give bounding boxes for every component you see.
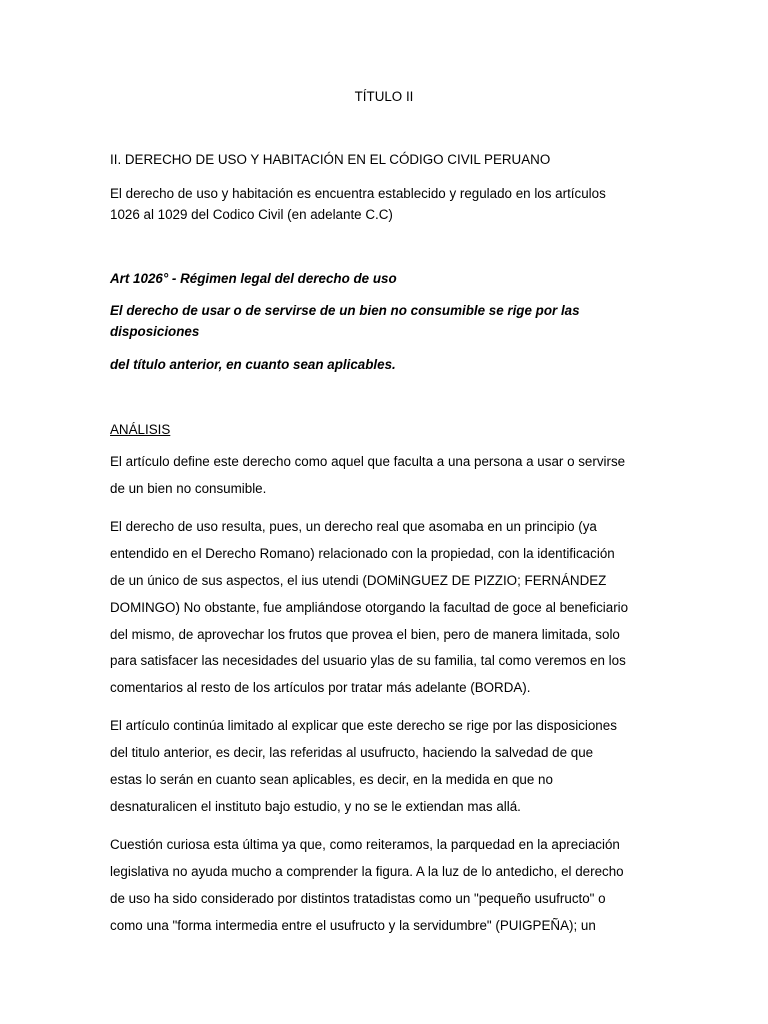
analysis-heading: ANÁLISIS	[110, 422, 171, 437]
paragraph-line: El artículo define este derecho como aquel que faculta a una persona a usar o servirse	[110, 454, 626, 469]
page-title: TÍTULO II	[354, 89, 414, 104]
paragraph-line: entendido en el Derecho Romano) relacionado con la propiedad, con la identificación	[110, 546, 615, 561]
intro-line: 1026 al 1029 del Codico Civil (en adelante C.C)	[110, 207, 393, 222]
paragraph-line: legislativa no ayuda mucho a comprender la figura. A la luz de lo antedicho, el derecho	[110, 864, 624, 879]
article-text-line: El derecho de usar o de servirse de un bien no consumible se rige por las	[110, 303, 580, 318]
paragraph-line: de uso ha sido considerado por distintos tratadistas como un "pequeño usufructo" o	[110, 891, 606, 906]
paragraph-line: del mismo, de aprovechar los frutos que provea el bien, pero de manera limitada, solo	[110, 627, 620, 642]
article-text-line: del título anterior, en cuanto sean aplicables.	[110, 357, 396, 372]
paragraph-line: de un bien no consumible.	[110, 481, 267, 496]
article-text-line: disposiciones	[110, 324, 200, 339]
paragraph-line: de un único de sus aspectos, el ius utendi (DOMiNGUEZ DE PIZZIO; FERNÁNDEZ	[110, 573, 607, 588]
paragraph-line: como una "forma intermedia entre el usufructo y la servidumbre" (PUIGPEÑA); un	[110, 918, 596, 933]
paragraph-line: comentarios al resto de los artículos por tratar más adelante (BORDA).	[110, 680, 531, 695]
section-heading: II. DERECHO DE USO Y HABITACIÓN EN EL CÓDIGO CIVIL PERUANO	[110, 152, 551, 167]
article-title: Art 1026° - Régimen legal del derecho de uso	[110, 271, 397, 286]
paragraph-line: El derecho de uso resulta, pues, un derecho real que asomaba en un principio (ya	[110, 519, 597, 534]
paragraph-line: DOMINGO) No obstante, fue ampliándose otorgando la facultad de goce al beneficiario	[110, 600, 629, 615]
intro-line: El derecho de uso y habitación es encuentra establecido y regulado en los artículos	[110, 186, 606, 201]
paragraph-line: El artículo continúa limitado al explicar que este derecho se rige por las disposiciones	[110, 718, 617, 733]
paragraph-line: desnaturalicen el instituto bajo estudio, y no se le extiendan mas allá.	[110, 799, 521, 814]
paragraph-line: estas lo serán en cuanto sean aplicables, es decir, en la medida en que no	[110, 772, 553, 787]
paragraph-line: del titulo anterior, es decir, las referidas al usufructo, haciendo la salvedad de que	[110, 745, 594, 760]
paragraph-line: Cuestión curiosa esta última ya que, como reiteramos, la parquedad en la apreciación	[110, 837, 620, 852]
paragraph-line: para satisfacer las necesidades del usuario ylas de su familia, tal como veremos en los	[110, 653, 626, 668]
